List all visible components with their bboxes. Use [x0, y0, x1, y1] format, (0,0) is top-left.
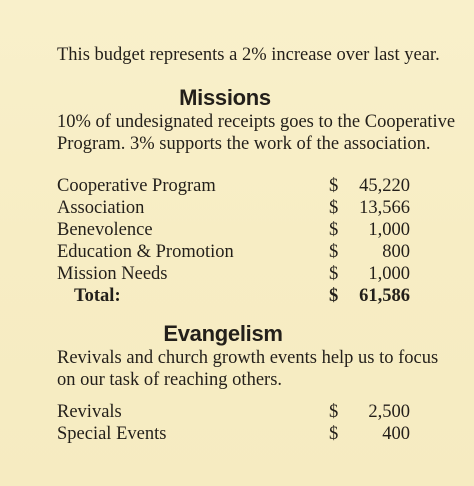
row-amount: 400	[382, 424, 410, 444]
budget-row-special-events	[57, 423, 410, 445]
row-amount: 2,500	[368, 402, 410, 422]
budget-row-revivals	[57, 401, 410, 423]
total-label: Total:	[74, 286, 121, 306]
missions-description-line: 10% of undesignated receipts goes to the Cooperative	[57, 112, 456, 132]
row-label: Special Events	[57, 424, 167, 444]
currency-symbol: $	[329, 402, 339, 422]
currency-symbol: $	[329, 286, 339, 306]
currency-symbol: $	[329, 424, 339, 444]
row-label: Benevolence	[57, 220, 153, 240]
row-label: Association	[57, 198, 145, 218]
missions-heading: Missions	[179, 85, 271, 110]
currency-symbol: $	[329, 264, 339, 284]
evangelism-heading: Evangelism	[163, 321, 283, 346]
missions-description-line: Program. 3% supports the work of the association.	[57, 134, 431, 154]
missions-description	[57, 111, 457, 155]
row-amount: 1,000	[368, 264, 410, 284]
currency-symbol: $	[329, 198, 339, 218]
row-label: Education & Promotion	[57, 242, 234, 262]
budget-row-mission-needs	[57, 263, 410, 285]
row-label: Cooperative Program	[57, 176, 216, 196]
total-amount: 61,586	[359, 286, 410, 306]
currency-symbol: $	[329, 220, 339, 240]
budget-row-benevolence	[57, 219, 410, 241]
row-amount: 13,566	[359, 198, 410, 218]
row-amount: 1,000	[368, 220, 410, 240]
budget-row-cooperative-program	[57, 175, 410, 197]
evangelism-description-line: Revivals and church growth events help us to focus	[57, 348, 439, 368]
currency-symbol: $	[329, 242, 339, 262]
evangelism-description-line: on our task of reaching others.	[57, 370, 283, 390]
row-label: Mission Needs	[57, 264, 168, 284]
row-amount: 45,220	[359, 176, 410, 196]
row-amount: 800	[382, 242, 410, 262]
budget-row-association	[57, 197, 410, 219]
intro-text: This budget represents a 2% increase over last year.	[57, 45, 440, 65]
budget-row-total	[57, 285, 410, 307]
evangelism-description	[57, 347, 457, 391]
currency-symbol: $	[329, 176, 339, 196]
row-label: Revivals	[57, 402, 122, 422]
budget-row-education-promotion	[57, 241, 410, 263]
